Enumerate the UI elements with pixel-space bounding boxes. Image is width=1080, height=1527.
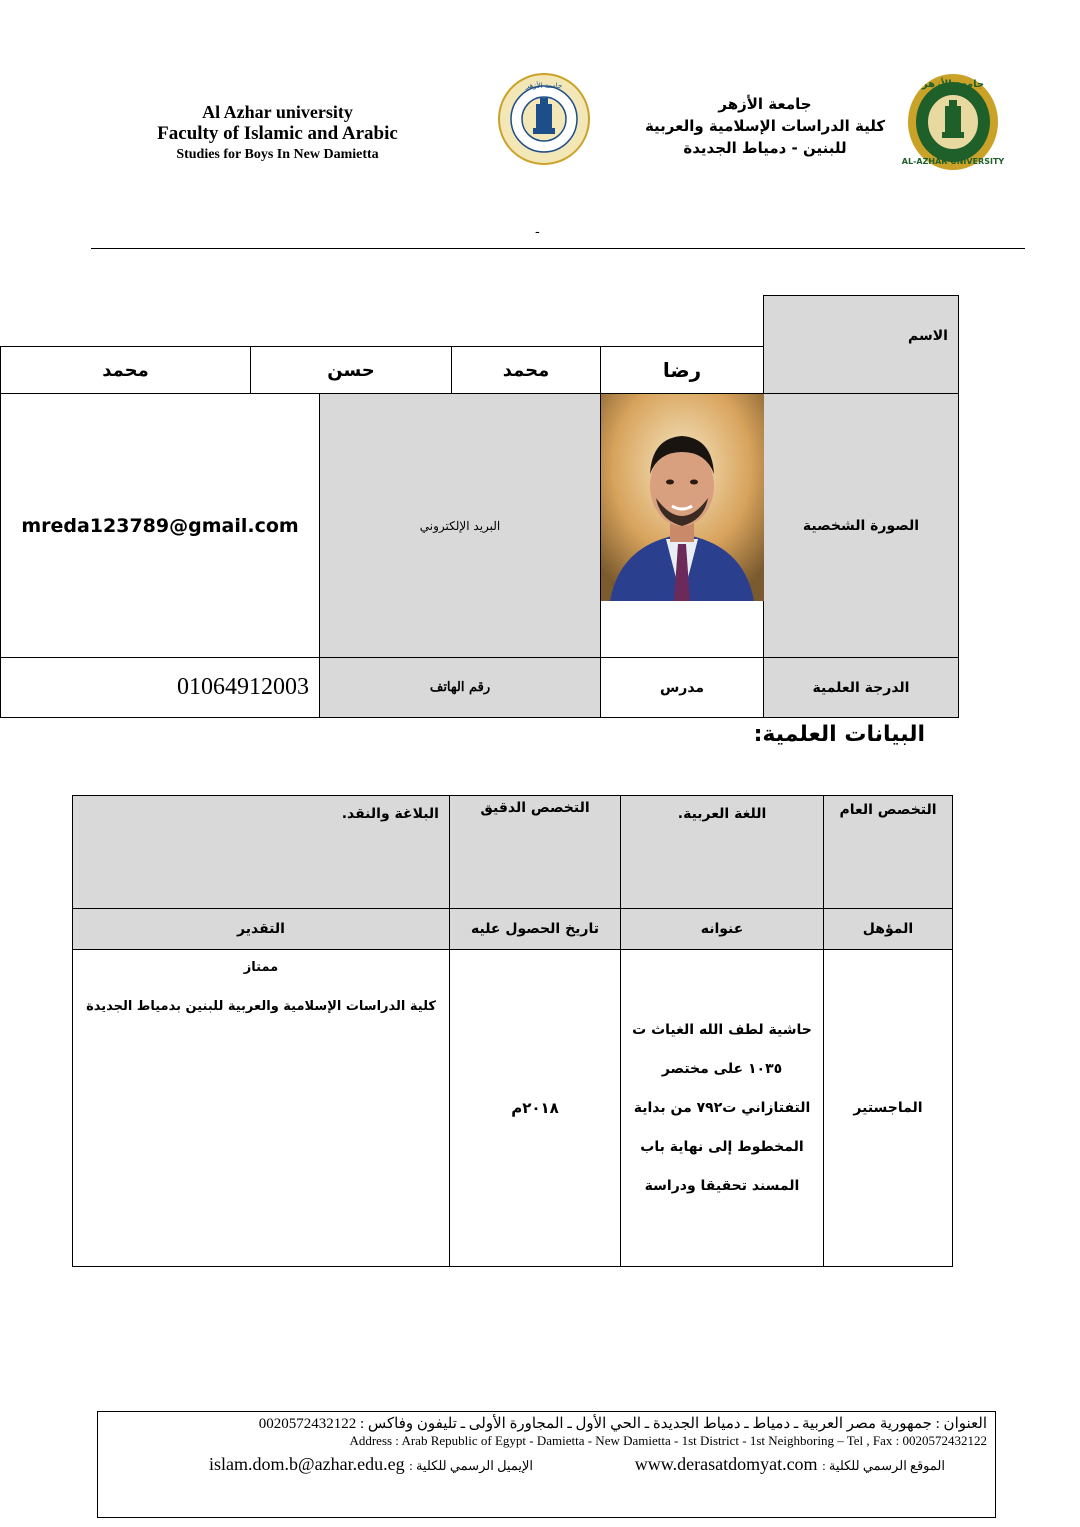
date-value: ٢٠١٨م [449, 949, 621, 1267]
general-spec-label: التخصص العام [823, 795, 953, 909]
grade-cell [72, 949, 450, 1267]
profile-photo [600, 394, 764, 601]
azhar-seal-text: AL-AZHAR UNIVERSITY [901, 157, 1005, 166]
thesis-title-line-4: المخطوط إلى نهاية باب [640, 1138, 804, 1155]
footer-email-link[interactable]: islam.dom.b@azhar.edu.eg [209, 1454, 405, 1474]
degree-value: مدرس [600, 657, 764, 718]
header-dash: - [535, 224, 540, 240]
photo-label: الصورة الشخصية [763, 393, 959, 658]
name-label: الاسم [763, 295, 959, 394]
footer-website-label: الموقع الرسمي للكلية : [822, 1458, 945, 1473]
footer-website [635, 1454, 945, 1475]
phone-value: 01064912003 [0, 657, 320, 718]
scientific-section-title: البيانات العلمية: [753, 722, 925, 747]
header-en-faculty: Faculty of Islamic and Arabic [157, 123, 398, 144]
footer-email-label: الإيميل الرسمي للكلية : [409, 1458, 533, 1473]
qualification-header: المؤهل [823, 908, 953, 950]
azhar-seal-icon [901, 72, 1005, 172]
header-ar-university: جامعة الأزهر [718, 95, 812, 113]
header-ar-branch: للبنين - دمياط الجديدة [683, 139, 847, 157]
thesis-title-cell [620, 949, 824, 1267]
email-value: mreda123789@gmail.com [0, 393, 320, 658]
name-part-4: محمد [0, 346, 251, 394]
photo-cell [600, 393, 764, 658]
footer-email [209, 1454, 533, 1475]
header-en-studies: Studies for Boys In New Damietta [176, 147, 379, 162]
thesis-title-line-2: ١٠٣٥ على مختصر [661, 1060, 783, 1077]
thesis-title-line-5: المسند تحقيقا ودراسة [644, 1177, 800, 1194]
header-english [140, 102, 415, 164]
name-part-2: محمد [451, 346, 601, 394]
name-part-1: رضا [600, 346, 764, 394]
name-part-3: حسن [250, 346, 452, 394]
footer-box [97, 1411, 996, 1518]
faculty-seal-text: جامعة الأزهر [525, 82, 563, 90]
thesis-title-line-3: التفتازاني ت٧٩٢ من بداية [633, 1099, 811, 1116]
grade-value: ممتاز [243, 960, 279, 975]
institution-value: كلية الدراسات الإسلامية والعربية للبنين بدمياط الجديدة [86, 999, 436, 1014]
header-divider [91, 248, 1025, 249]
footer-address-en: Address : Arab Republic of Egypt - Damietta - New Damietta - 1st District - 1st Neighboring – Tel , Fax : 0020572432122 [349, 1433, 987, 1448]
precise-spec-value: البلاغة والنقد. [72, 795, 450, 909]
degree-label: الدرجة العلمية [763, 657, 959, 718]
email-label: البريد الإلكتروني [319, 393, 601, 658]
footer-website-link[interactable]: www.derasatdomyat.com [634, 1454, 818, 1474]
header-en-university: Al Azhar university [202, 102, 353, 122]
date-header: تاريخ الحصول عليه [449, 908, 621, 950]
header-arabic [630, 93, 900, 159]
phone-label: رقم الهاتف [319, 657, 601, 718]
title-header: عنوانه [620, 908, 824, 950]
precise-spec-label: التخصص الدقيق [449, 795, 621, 909]
azhar-seal-text-ar: جامعة الأزهر [921, 79, 985, 90]
faculty-seal-icon [497, 72, 591, 166]
thesis-title-line-1: حاشية لطف الله الغياث ت [632, 1021, 812, 1038]
qualification-value: الماجستير [823, 949, 953, 1267]
header-ar-faculty: كلية الدراسات الإسلامية والعربية [644, 117, 886, 135]
footer-address-ar: العنوان : جمهورية مصر العربية ـ دمياط ـ دمياط الجديدة ـ الحي الأول ـ المجاورة الأولى ـ تليفون وفاكس : 0020572432122 [258, 1416, 987, 1432]
grade-header: التقدير [72, 908, 450, 950]
general-spec-value: اللغة العربية. [620, 795, 824, 909]
